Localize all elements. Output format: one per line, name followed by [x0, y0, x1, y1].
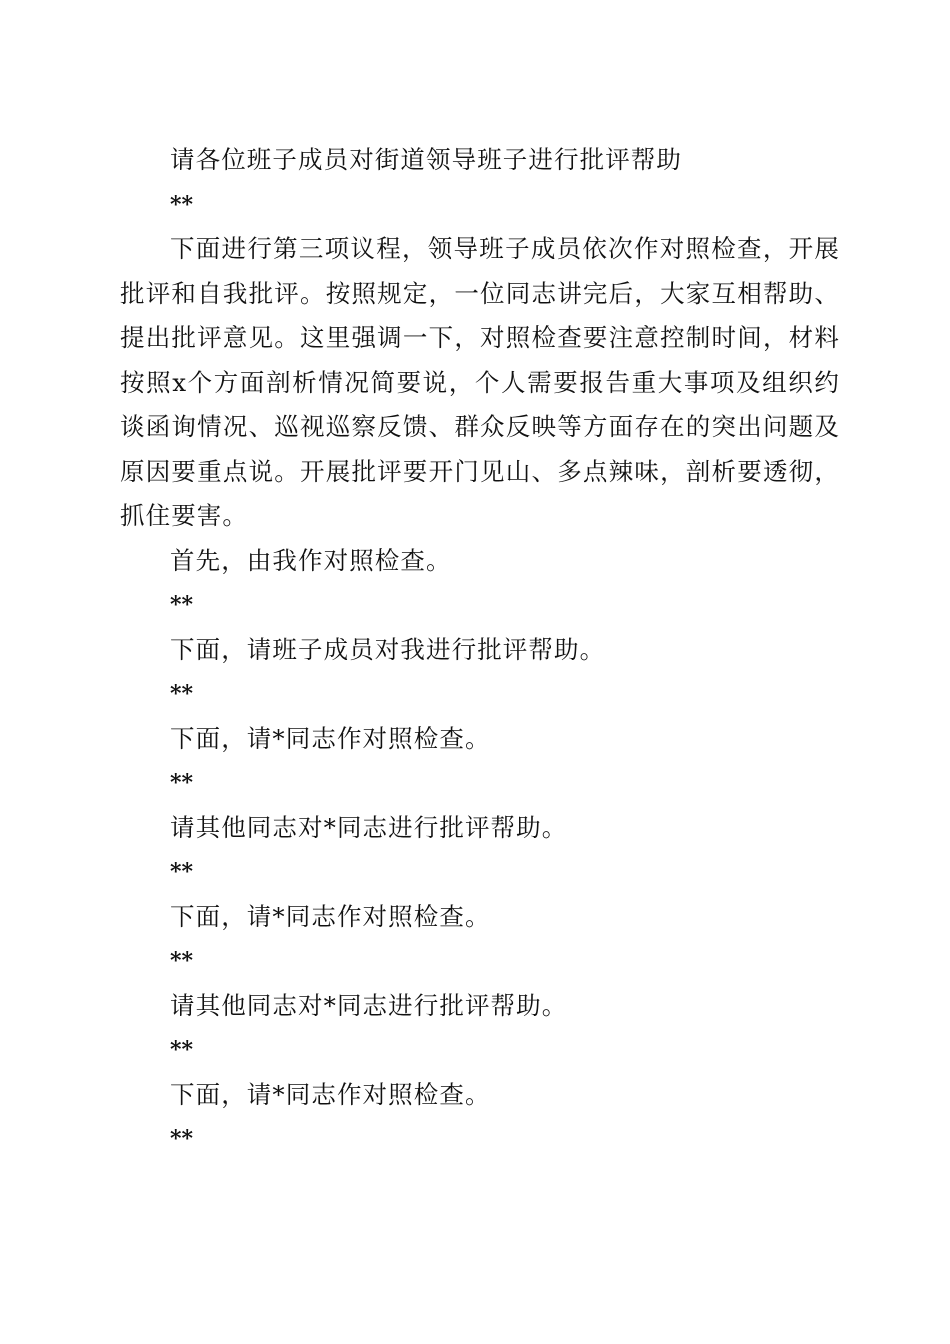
paragraph-agenda-item-three: 下面进行第三项议程，领导班子成员依次作对照检查，开展批评和自我批评。按照规定，一位同志讲完后，大家互相帮助、提出批评意见。这里强调一下，对照检查要注意控制时间，材料按照x个方面剖析情况简要说，个人需要报告重大事项及组织约谈函询情况、巡视巡察反馈、群众反映等方面存在的突出问题及原因要重点说。开展批评要开门见山、多点辣味，剖析要透彻，抓住要害。 [120, 234, 840, 530]
separator-mark: ** [170, 1126, 194, 1152]
separator-mark: ** [170, 948, 194, 974]
paragraph-self-check: 首先，由我作对照检查。 [170, 545, 452, 575]
separator-mark: ** [170, 859, 194, 885]
separator-mark: ** [170, 681, 194, 707]
separator-mark: ** [170, 592, 194, 618]
paragraph-criticize-me: 下面，请班子成员对我进行批评帮助。 [170, 634, 606, 664]
paragraph-criticize-comrade: 请其他同志对*同志进行批评帮助。 [170, 812, 568, 842]
separator-mark: ** [170, 770, 194, 796]
document-body [120, 138, 840, 1162]
separator-mark: ** [170, 1037, 194, 1063]
paragraph-comrade-check: 下面，请*同志作对照检查。 [170, 723, 491, 753]
paragraph-criticism-request: 请各位班子成员对街道领导班子进行批评帮助 [170, 145, 682, 174]
paragraph-comrade-check: 下面，请*同志作对照检查。 [170, 901, 491, 931]
paragraph-criticize-comrade: 请其他同志对*同志进行批评帮助。 [170, 990, 568, 1020]
paragraph-comrade-check: 下面，请*同志作对照检查。 [170, 1079, 491, 1109]
separator-mark: ** [170, 191, 194, 218]
